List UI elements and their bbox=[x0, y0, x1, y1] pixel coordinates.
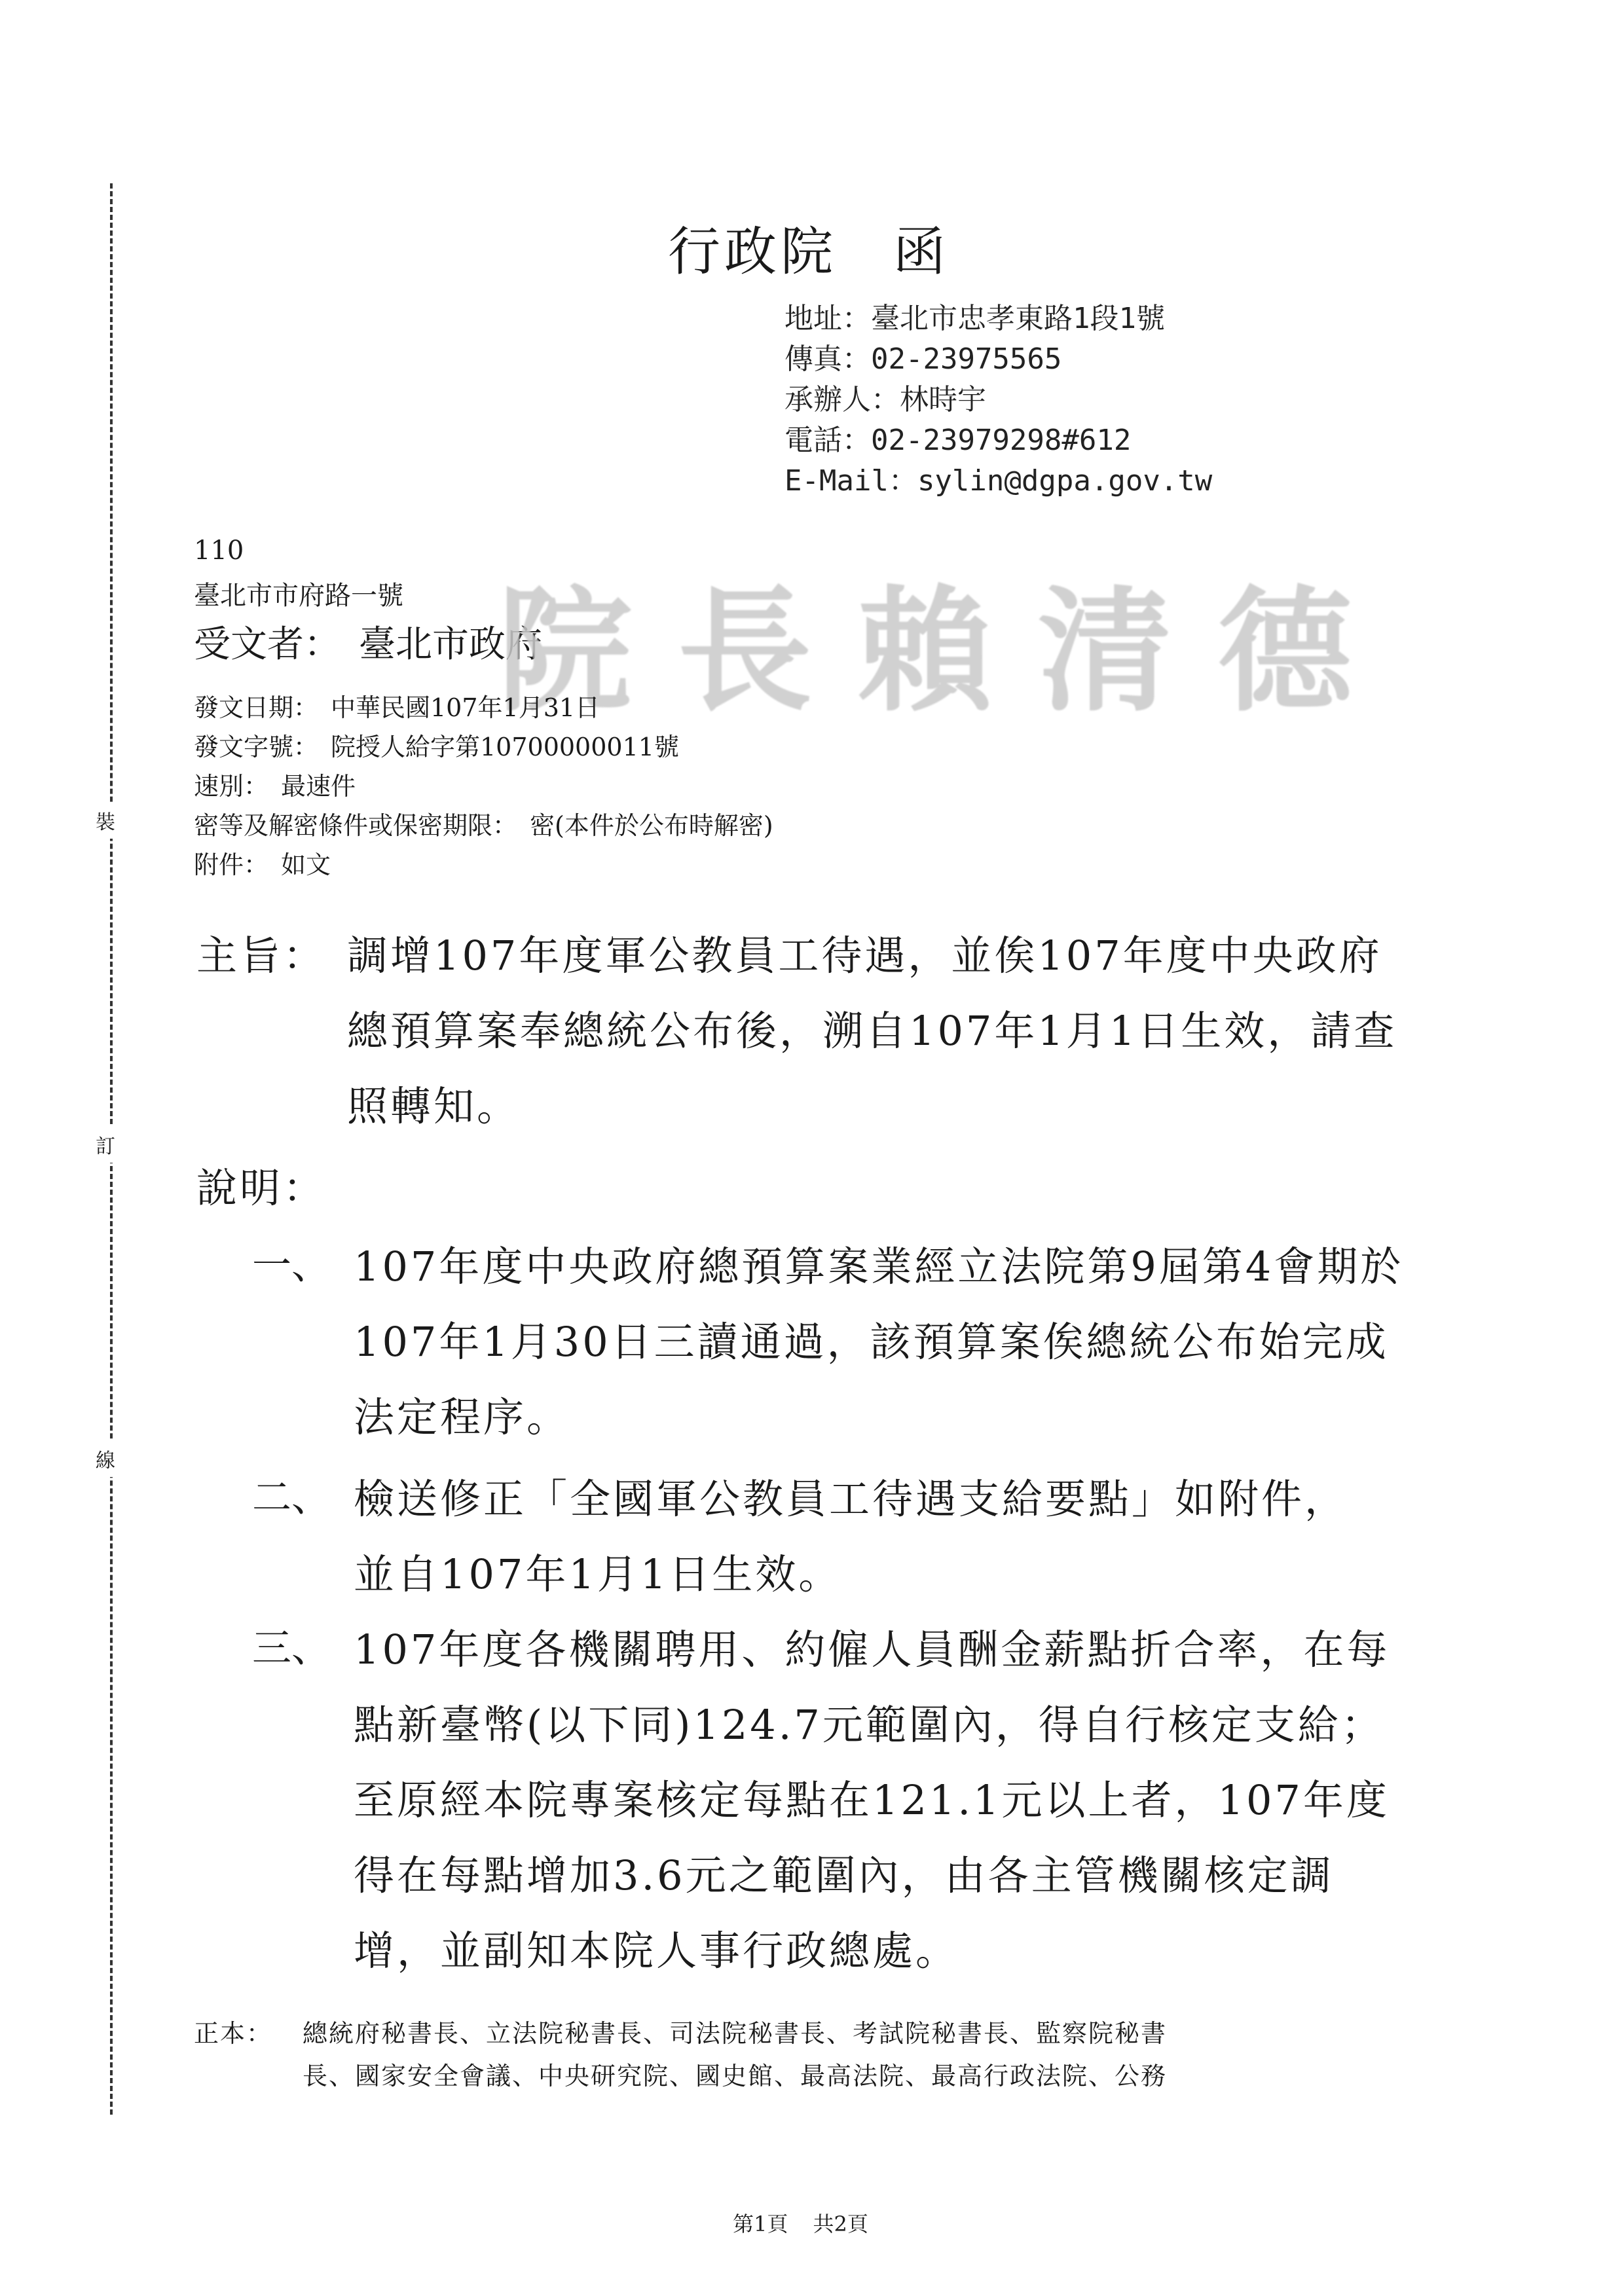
contact-fax: 傳真：02-23975565 bbox=[784, 342, 1062, 376]
item-line: 法定程序。 bbox=[354, 1393, 570, 1441]
explanation-label: 說明： bbox=[196, 1164, 327, 1212]
page-total: 共2頁 bbox=[813, 2212, 868, 2236]
item-line: 檢送修正「全國軍公教員工待遇支給要點」如附件， bbox=[354, 1475, 1348, 1523]
subject-line: 調增107年度軍公教員工待遇，並俟107年度中央政府 bbox=[347, 932, 1382, 979]
item-line: 107年1月30日三讀通過，該預算案俟總統公布始完成 bbox=[354, 1318, 1389, 1366]
subject-label: 主旨： bbox=[196, 932, 327, 979]
page-footer bbox=[724, 2208, 877, 2238]
page-number: 第1頁 bbox=[733, 2212, 788, 2236]
cc-label: 正本： bbox=[194, 2019, 273, 2048]
contact-phone: 電話：02-23979298#612 bbox=[784, 424, 1132, 457]
item-line: 並自107年1月1日生效。 bbox=[354, 1550, 842, 1598]
subject-line: 總預算案奉總統公布後，溯自107年1月1日生效，請查 bbox=[347, 1007, 1397, 1055]
cc-line: 總統府秘書長、立法院秘書長、司法院秘書長、考試院秘書長、監察院秘書 bbox=[303, 2019, 1168, 2048]
item-line: 至原經本院專案核定每點在121.1元以上者，107年度 bbox=[354, 1776, 1390, 1824]
binding-mark-zhuang: 裝 bbox=[96, 802, 115, 839]
recipient-address: 臺北市市府路一號 bbox=[194, 581, 403, 611]
document-title: 行政院 函 bbox=[668, 221, 950, 282]
item-line: 107年度中央政府總預算案業經立法院第9屆第4會期於 bbox=[354, 1243, 1404, 1290]
contact-address: 地址：臺北市忠孝東路1段1號 bbox=[784, 302, 1165, 335]
attachment: 附件： 如文 bbox=[194, 850, 331, 879]
contact-email: E-Mail：sylin@dgpa.gov.tw bbox=[784, 464, 1213, 498]
recipient: 受文者： 臺北市政府 bbox=[194, 623, 542, 666]
binding-mark-ding: 訂 bbox=[96, 1126, 115, 1163]
item-number: 二、 bbox=[252, 1475, 331, 1521]
item-number: 三、 bbox=[252, 1626, 331, 1671]
speed-class: 速別： 最速件 bbox=[194, 772, 356, 801]
document-number: 發文字號： 院授人給字第10700000011號 bbox=[194, 733, 679, 761]
item-number: 一、 bbox=[252, 1243, 331, 1288]
contact-handler: 承辦人：林時宇 bbox=[784, 383, 986, 416]
postal-code: 110 bbox=[194, 536, 244, 566]
item-line: 得在每點增加3.6元之範圍內，由各主管機關核定調 bbox=[354, 1851, 1334, 1899]
item-line: 點新臺幣(以下同)124.7元範圍內，得自行核定支給； bbox=[354, 1701, 1384, 1749]
binding-mark-xian: 線 bbox=[96, 1440, 115, 1477]
subject-line: 照轉知。 bbox=[347, 1082, 521, 1130]
issue-date: 發文日期： 中華民國107年1月31日 bbox=[194, 693, 600, 722]
secrecy-level: 密等及解密條件或保密期限： 密(本件於公布時解密) bbox=[194, 811, 773, 840]
item-line: 107年度各機關聘用、約僱人員酬金薪點折合率，在每 bbox=[354, 1626, 1390, 1673]
cc-line: 長、國家安全會議、中央研究院、國史館、最高法院、最高行政法院、公務 bbox=[303, 2062, 1168, 2090]
official-seal-stamp: 院長賴清德 bbox=[498, 573, 1398, 730]
item-line: 增，並副知本院人事行政總處。 bbox=[354, 1927, 959, 1975]
